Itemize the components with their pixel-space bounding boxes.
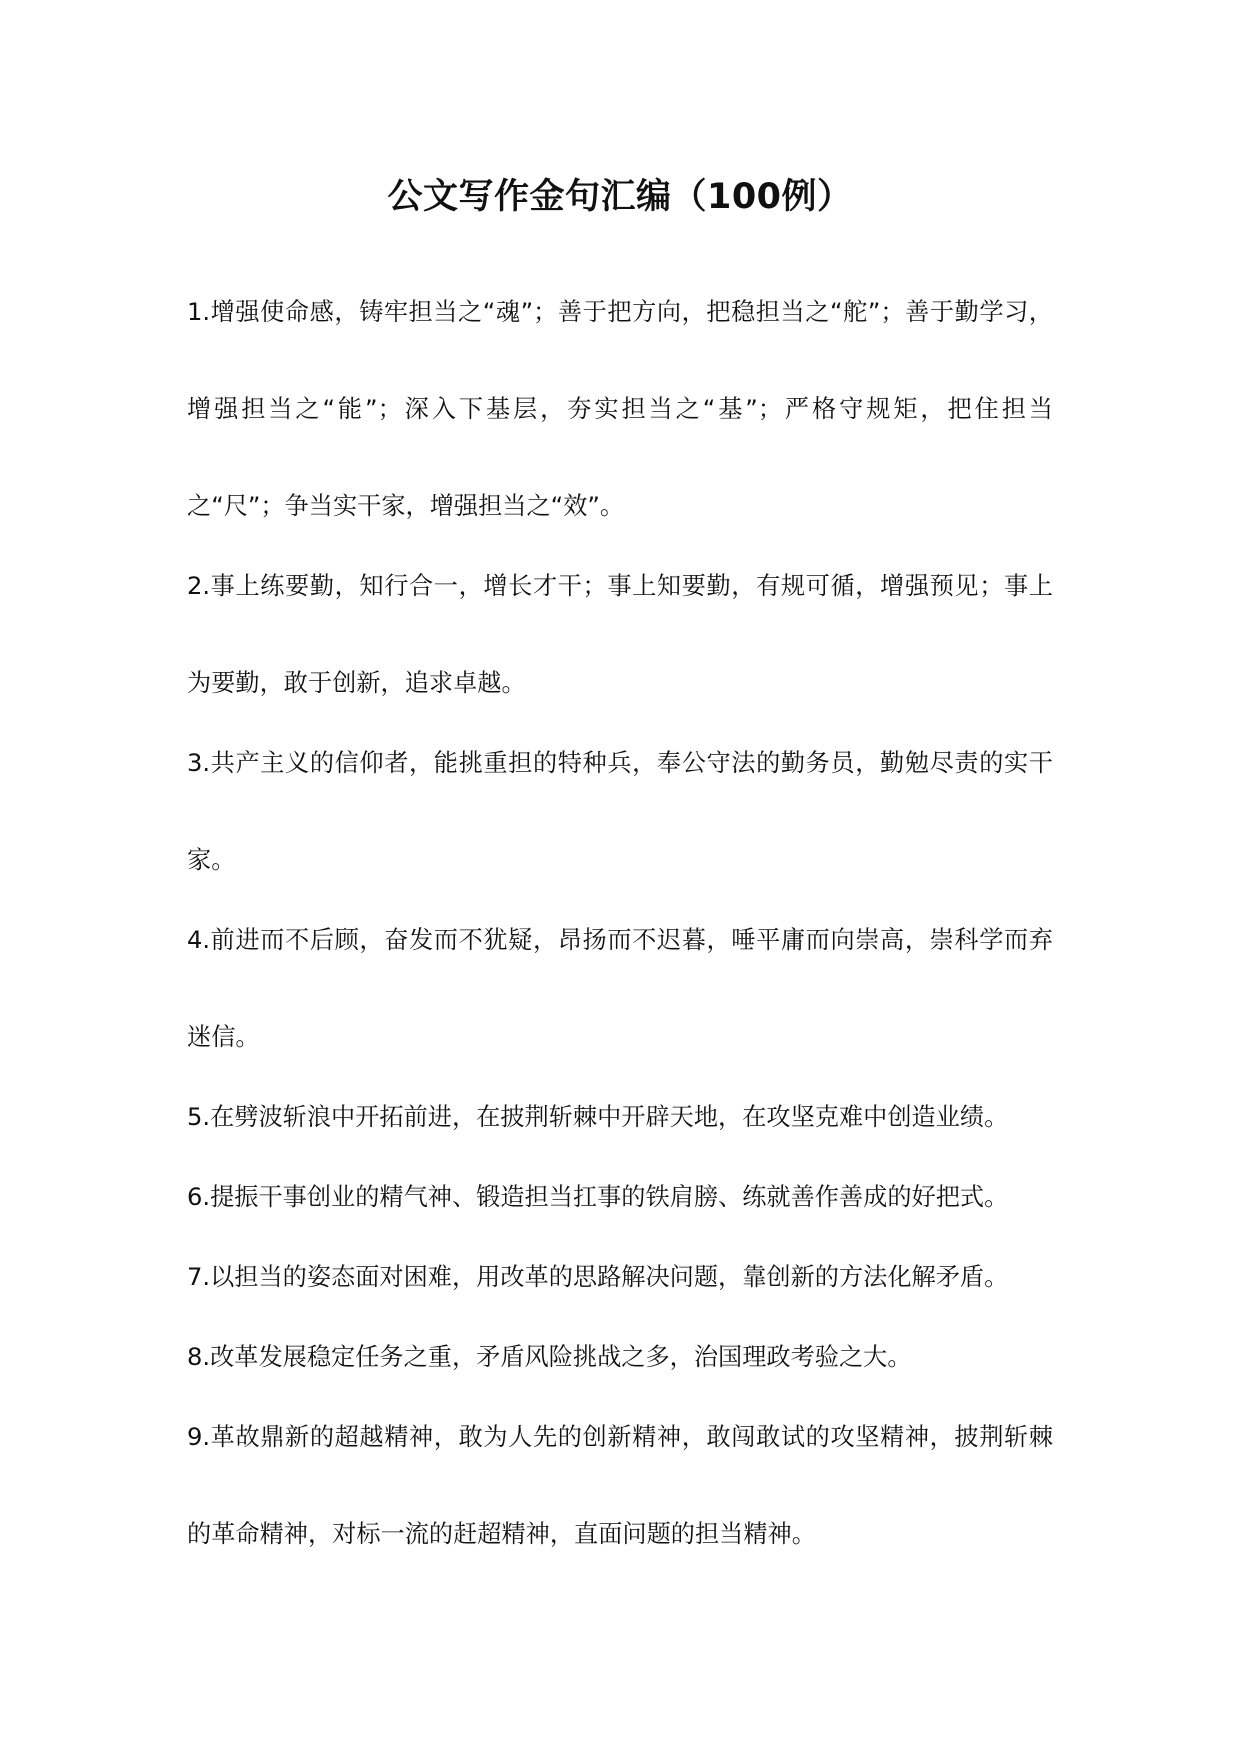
paragraph-2: 2.事上练要勤，知行合一，增长才干；事上知要勤，有规可循，增强预见；事上为要勤，敢于创新，追求卓越。: [187, 572, 1053, 697]
document-title: 公文写作金句汇编（100例）: [387, 177, 853, 217]
paragraph-5: 5.在劈波斩浪中开拓前进，在披荆斩棘中开辟天地，在攻坚克难中创造业绩。: [187, 1103, 1009, 1131]
paragraph-3: 3.共产主义的信仰者，能挑重担的特种兵，奉公守法的勤务员，勤勉尽责的实干家。: [187, 749, 1053, 874]
paragraph-4: 4.前进而不后顾，奋发而不犹疑，昂扬而不迟暮，唾平庸而向崇高，崇科学而弃迷信。: [187, 926, 1053, 1051]
paragraph-8: 8.改革发展稳定任务之重，矛盾风险挑战之多，治国理政考验之大。: [187, 1343, 912, 1371]
paragraph-6: 6.提振干事创业的精气神、锻造担当扛事的铁肩膀、练就善作善成的好把式。: [187, 1183, 1009, 1211]
paragraph-9: 9.革故鼎新的超越精神，敢为人先的创新精神，敢闯敢试的攻坚精神，披荆斩棘的革命精神，对标一流的赶超精神，直面问题的担当精神。: [187, 1423, 1053, 1548]
paragraph-7: 7.以担当的姿态面对困难，用改革的思路解决问题，靠创新的方法化解矛盾。: [187, 1263, 1009, 1291]
document-body: [187, 264, 1053, 1566]
paragraph-1: 1.增强使命感，铸牢担当之“魂”；善于把方向，把稳担当之“舵”；善于勤学习，增强担当之“能”；深入下基层，夯实担当之“基”；严格守规矩，把住担当之“尺”；争当实干家，增强担当之“效”。: [187, 298, 1053, 520]
